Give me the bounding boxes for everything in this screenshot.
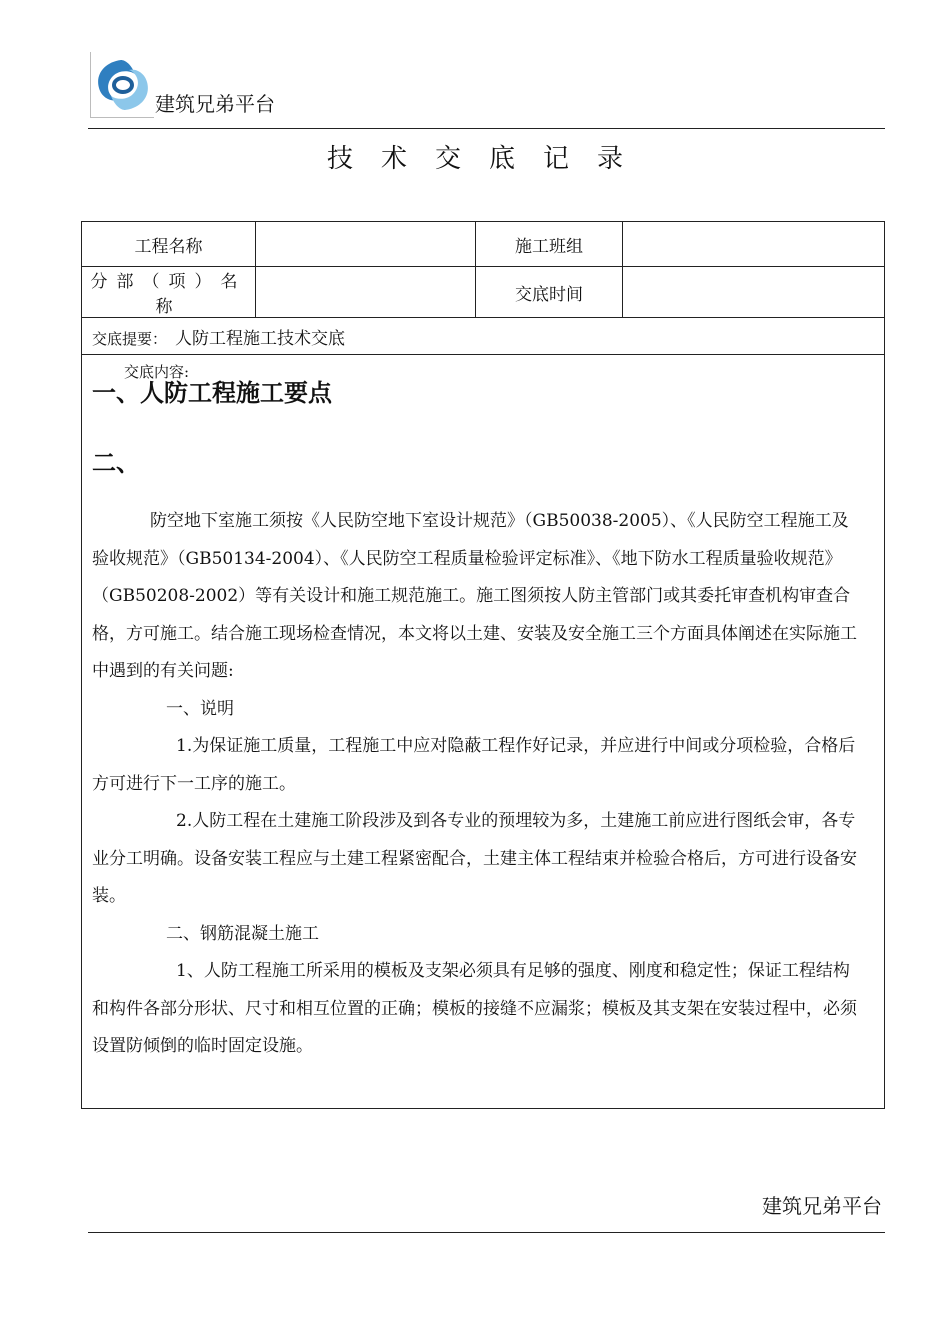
header-divider xyxy=(88,128,885,129)
document-title: 技术交底记录 xyxy=(326,144,651,174)
section-title-2: 二、钢筋混凝土施工 xyxy=(166,923,319,944)
heading-second: 二、 xyxy=(92,449,140,477)
brand-name-top: 建筑兄弟平台 xyxy=(155,92,275,116)
heading-main: 一、人防工程施工要点 xyxy=(92,379,332,407)
project-name-field[interactable] xyxy=(256,222,476,267)
swirl-logo-icon xyxy=(91,54,155,116)
subdivision-label: 分部（项）名称 xyxy=(82,267,256,318)
project-name-label: 工程名称 xyxy=(82,222,256,267)
item-2-1: 1、人防工程施工所采用的模板及支架必须具有足够的强度、刚度和稳定性；保证工程结构和构件各部分形状、尺寸和相互位置的正确；模板的接缝不应漏浆；模板及其支架在安装过程中，必须设置防倾倒的临时固定设施。 xyxy=(92,961,857,1056)
team-label: 施工班组 xyxy=(476,222,623,267)
logo xyxy=(90,52,154,118)
item-1-2: 2.人防工程在土建施工阶段涉及到各专业的预埋较为多，土建施工前应进行图纸会审，各专业分工明确。设备安装工程应与土建工程紧密配合，土建主体工程结束并检验合格后，方可进行设备安装。 xyxy=(92,811,857,906)
item-1-1: 1.为保证施工质量，工程施工中应对隐蔽工程作好记录，并应进行中间或分项检验，合格后方可进行下一工序的施工。 xyxy=(92,736,856,794)
form-row-project xyxy=(82,222,885,267)
form-row-content xyxy=(82,355,885,1109)
team-field[interactable] xyxy=(623,222,885,267)
time-field[interactable] xyxy=(623,267,885,318)
form-row-summary xyxy=(82,318,885,355)
time-label: 交底时间 xyxy=(476,267,623,318)
summary-value: 人防工程施工技术交底 xyxy=(175,328,346,349)
summary-cell xyxy=(82,318,885,355)
content-cell xyxy=(82,355,885,1109)
disclosure-form xyxy=(81,221,885,1109)
section-title-1: 一、说明 xyxy=(166,698,234,719)
summary-label: 交底提要： xyxy=(92,329,168,348)
footer-divider xyxy=(88,1232,885,1233)
subdivision-field[interactable] xyxy=(256,267,476,318)
content-body xyxy=(92,503,864,1066)
content-label: 交底内容: xyxy=(124,363,190,381)
intro-paragraph: 防空地下室施工须按《人民防空地下室设计规范》（GB50038-2005）、《人民防空工程施工及验收规范》（GB50134-2004）、《人民防空工程质量检验评定标准》、《地下防水工程质量验收规范》（GB50208-2002）等有关设计和施工规范施工。施工图须按人防主管部门或其委托审查机构审查合格，方可施工。结合施工现场检查情况，本文将以土建、安装及安全施工三个方面具体阐述在实际施工中遇到的有关问题: xyxy=(92,511,857,681)
form-row-subdivision xyxy=(82,267,885,318)
brand-name-bottom: 建筑兄弟平台 xyxy=(762,1194,882,1218)
